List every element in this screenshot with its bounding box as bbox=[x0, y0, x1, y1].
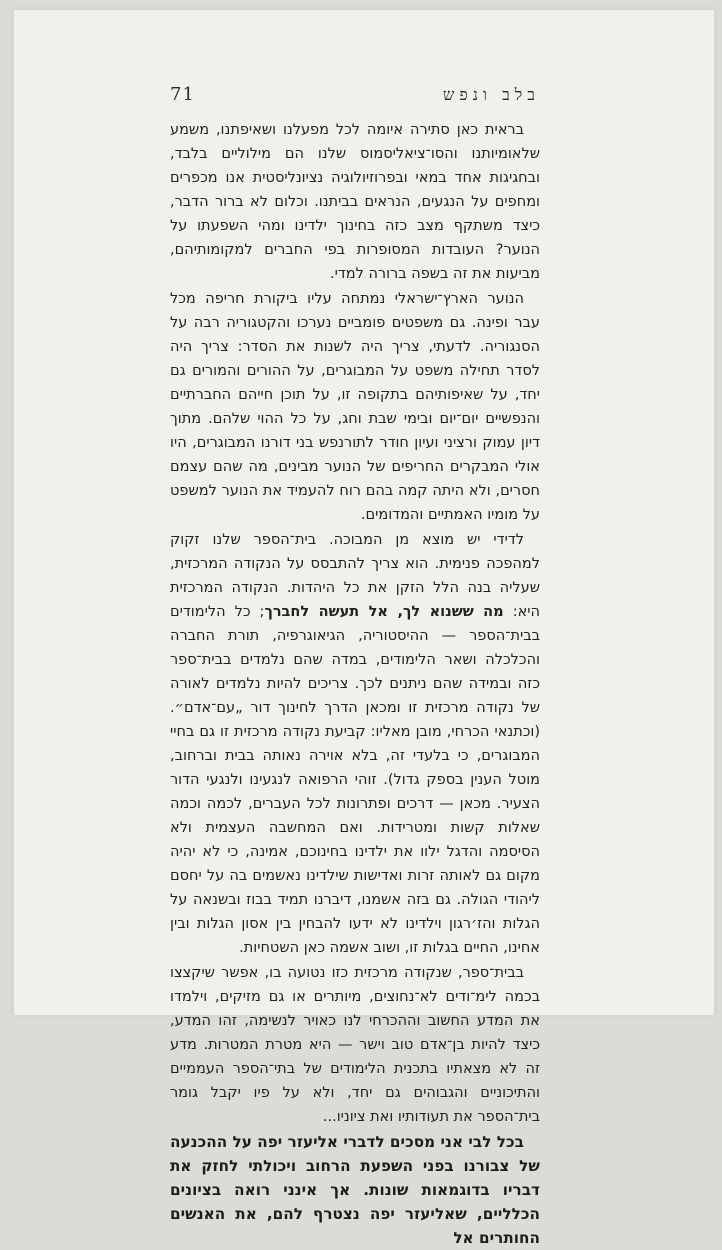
paragraph-5: בכל לבי אני מסכים לדברי אליעזר יפה על ההכנעה של צבורנו בפני השפעת הרחוב ויכולתי לחזק את דבריו בדוגמאות שונות. אך אינני רואה בציונים הכלליים, שאליעזר יפה נצטרף להם, את האנשים החותרים אל bbox=[170, 1133, 540, 1247]
paragraph-2: הנוער הארץ־ישראלי נמתחה עליו ביקורת חריפה מכל עבר ופינה. גם משפטים פומביים נערכו והקטגוריה רבה על הסנגוריה. לדעתי, צריך היה לשנות את הסדר: צריך היה לסדר תחילה משפט על המבוגרים, על ההורים והמורים גם יחד, על שאיפותיהם בתקופה זו, על תוכן חייהם החברתיים והנפשיים יום־יום ובימי שבת וחג, על כל ההוי שלהם. מתוך דיון עמוק ורציני ועיון חודר לתורנפש בני דורנו המבוגרים, היו אולי המבקרים החריפים של הנוער מבינים, מה שהם עצמם חסרים, ולא היתה קמה בהם רוח להעמיד את הנוער למשפט על מומיו האמתיים והמדומים. bbox=[170, 291, 540, 523]
paragraph-1: בראית כאן סתירה איומה לכל מפעלנו ושאיפתנו, משמע שלאומיותנו והסו־ציאליסמוס שלנו הם מילוליים בלבד, ובחגיגות אחד במאי ובפרוזיולוגיה נציונליסטית אנו מכפרים ומחפים על הנגעים, הנראים בביתנו. וכלום לא ברור הדבר, כיצד משתקף מצב כזה בחינוך ילדינו ומהי השפעתו על הנוער? העובדות המסופרות בפי החברים למקומותיהם, מביעות את זה בשפה ברורה למדי. bbox=[170, 122, 540, 282]
paragraph-4: בבית־ספר, שנקודה מרכזית כזו נטועה בו, אפשר שיקצצו בכמה לימ־ודים לא־נחוצים, מיותרים או גם מזיקים, וילמדו את המדע החשוב וההכרחי לנו כאויר לנשימה, זהו המדע, כיצד להיות בן־אדם טוב וישר — היא מטרת המטרות. מדע זה לא מצאתיו בתכנית הלימודים של בתי־הספר העממיים והתיכוניים והגבוהים גם יחד, ולא על פיו יקבל גומר בית־הספר את תעודותיו ואת ציוניו... bbox=[170, 965, 540, 1125]
running-head: בלב ונפש bbox=[443, 85, 540, 104]
page-number: 71 bbox=[170, 84, 195, 105]
paragraph-3 bbox=[170, 528, 540, 960]
body-text bbox=[170, 118, 540, 1250]
page-header bbox=[170, 84, 540, 108]
paragraph-3-rest: ; כל הלימודים בבית־הספר — ההיסטוריה, הגיאוגרפיה, תורת החברה והכלכלה ושאר הלימודים, במדה שהם נלמדים בבית־ספר כזה ובמידה שהם ניתנים לכך. צריכים להיות נלמדים לאורה של נקודה מרכזית זו ומכאן הדרך לחינוך דור „עם־אדם״. (וכתנאי הכרחי, מובן מאליו: קביעת נקודה מרכזית זו גם בחיי המבוגרים, כי בלעדי זה, בלא אוירה נאותה בבית וברחוב, מוטל הענין בספק גדול). זוהי הרפואה לנגעינו ולנגעי הדור הצעיר. מכאן — דרכים ופתרונות לכל העברים, לכמה וכמה שאלות קשות ומטרידות. ואם המחשבה העצמית ולא הסיסמה והדגל ילוו את ילדינו בחינוכם, אמינה, כי לא יהיה מקום גם לאותה זרות ואדישות שילדינו נאשמים בה על יחסם ליהודי הגולה. גם בזה אשמנו, דיברנו תמיד בבוז ובשנאה על הגלות והז׳רגון וילדינו לא ידעו להבחין בין אסון הגלות ובין אחינו, החיים בגלות זו, ושוב אשמה כאן השטחיות. bbox=[170, 604, 540, 956]
paragraph-3-lead: לדידי יש מוצא מן המבוכה. בית־הספר שלנו זקוק למהפכה פנימית. הוא צריך להתבסס על הנקודה המרכזית, שעליה בנה הלל הזקן את כל היהדות. הנקודה המרכזית היא: bbox=[170, 532, 540, 620]
hillel-maxim: מה ששנוא לך, אל תעשה לחברך bbox=[264, 604, 504, 620]
